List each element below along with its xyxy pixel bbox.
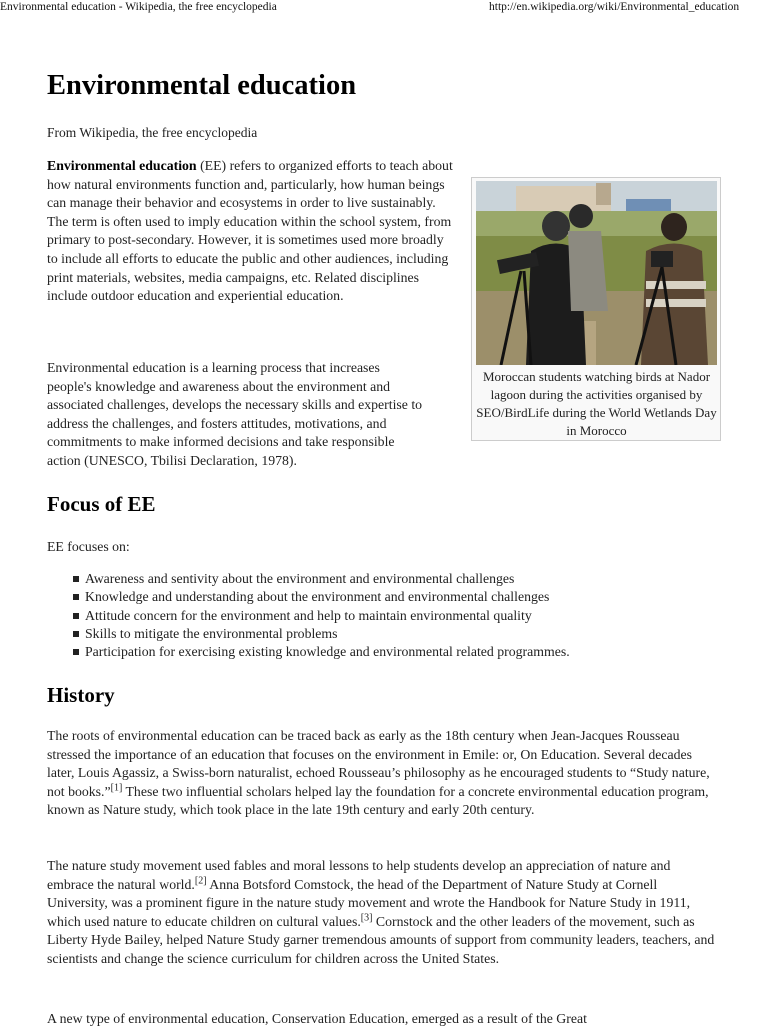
intro-paragraph-1-text: (EE) refers to organized efforts to teach about how natural environments function and, particularly, how human beings can manage their behavior and ecosystems in order to live sustainably. The term is often used to imply education within the school system, from primary to post-secondary. However, it is sometimes used more broadly to include all efforts to educate the public and other audiences, including print materials, websites, media campaigns, etc. Related disciplines include outdoor education and experiential education. (47, 158, 453, 304)
print-header-url[interactable]: http://en.wikipedia.org/wiki/Environmental_education (489, 1, 740, 13)
list-item-text: Knowledge and understanding about the environment and environmental challenges (85, 589, 550, 605)
students-birdwatching-photo[interactable] (476, 181, 717, 365)
bullet-icon (73, 594, 79, 600)
article-tagline: From Wikipedia, the free encyclopedia (47, 125, 258, 140)
bullet-icon (73, 576, 79, 582)
history-paragraph-2 (47, 857, 719, 969)
bullet-icon (73, 649, 79, 655)
image-thumbnail (471, 177, 721, 441)
history-paragraph-2-text-b: Anna Botsford Comstock, the head of the Department of Nature Study at Cornell University, was a prominent figure in the nature study movement and wrote the Handbook for Nature Study in 1911, which used nature to educate children on cultural values. (47, 876, 691, 929)
citation-link-1[interactable]: [1] (110, 782, 123, 794)
intro-paragraph-2: Environmental education is a learning process that increases people's knowledge and awareness about the environment and associated challenges, develops the necessary skills and expertise to address the challenges, and fosters attitudes, motivations, and commitments to make informed decisions and take responsible action (UNESCO, Tbilisi Declaration, 1978). (47, 360, 423, 468)
photo-illustration (476, 181, 717, 365)
history-paragraph-1 (47, 727, 719, 820)
citation-link-2[interactable]: [2] (194, 875, 207, 886)
history-paragraph-2-text-a: The nature study movement used fables and moral lessons to help students develop an appreciation of nature and embrace the natural world. (47, 858, 671, 892)
list-item-text: Attitude concern for the environment and help to maintain environmental quality (85, 607, 532, 623)
print-header (0, 0, 768, 16)
section-heading-history: History (47, 683, 115, 707)
history-paragraph-1-text-a: The roots of environmental education can be traced back as early as the 18th century when Jean-Jacques Rousseau stressed the importance of an education that focuses on the environment in Emile: or, On Education. Several decades later, Louis Agassiz, a Swiss-born naturalist, echoed Rousseau’s philosophy as he encouraged students to “Study nature, not books.” (47, 728, 710, 799)
history-paragraph-2-text-c: Cornstock and the other leaders of the movement, such as Liberty Hyde Bailey, helped Nature Study garner tremendous amounts of support from community leaders, teachers, and scientists and change the science curriculum for children across the United States. (47, 913, 715, 966)
intro-paragraph-1 (47, 157, 455, 306)
list-item (47, 607, 707, 625)
focus-list (47, 570, 707, 661)
page-title: Environmental education (47, 70, 357, 101)
list-item (47, 643, 707, 661)
list-item-text: Skills to mitigate the environmental problems (85, 625, 338, 641)
list-item (47, 625, 707, 643)
history-paragraph-1-text-b: These two influential scholars helped lay the foundation for a concrete environmental education program, known as Nature study, which took place in the late 19th century and early 20th century. (47, 783, 709, 818)
image-caption: Moroccan students watching birds at Nador lagoon during the activities organised by SEO/BirdLife during the World Wetlands Day in Morocco (476, 369, 717, 438)
list-item-text: Awareness and sentivity about the environment and environmental challenges (85, 571, 515, 586)
focus-intro: EE focuses on: (47, 539, 130, 554)
list-item-text: Participation for exercising existing knowledge and environmental related programmes. (85, 644, 570, 660)
citation-link-3[interactable]: [3] (360, 912, 373, 924)
list-item (47, 570, 707, 588)
bullet-icon (73, 631, 79, 637)
history-paragraph-3: A new type of environmental education, Conservation Education, emerged as a result of the Great (47, 1011, 587, 1026)
print-header-title: Environmental education - Wikipedia, the free encyclopedia (0, 1, 277, 13)
bullet-icon (73, 613, 79, 619)
section-heading-focus: Focus of EE (47, 492, 156, 516)
list-item (47, 588, 707, 606)
intro-term: Environmental education (47, 158, 197, 173)
